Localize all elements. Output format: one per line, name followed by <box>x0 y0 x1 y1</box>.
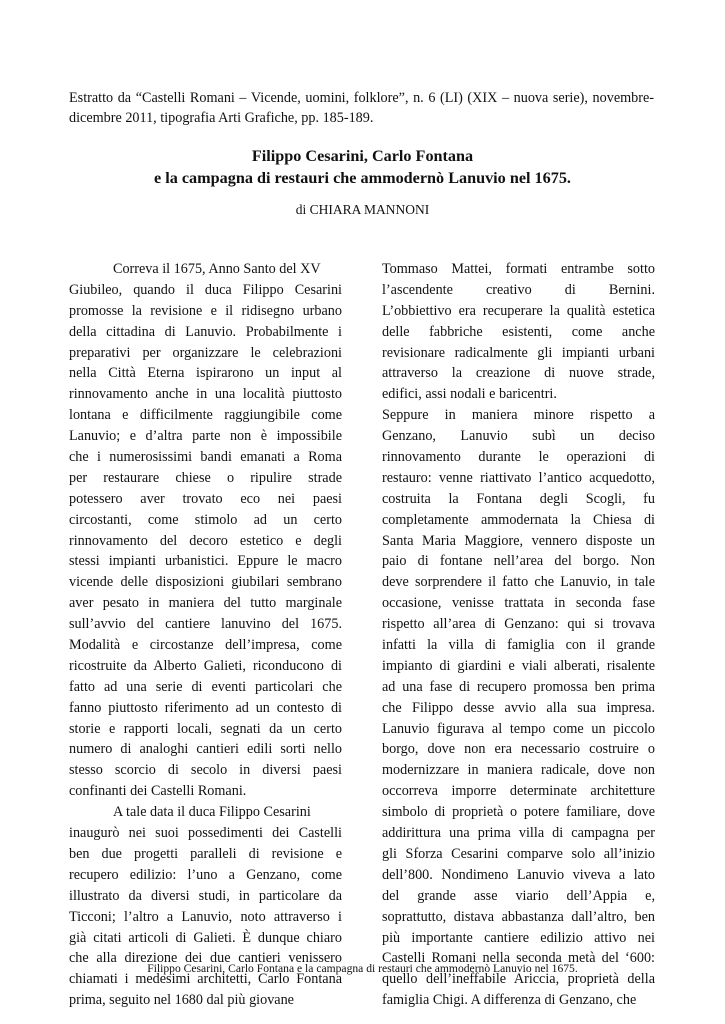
text-line: Giubileo, quando il duca Filippo Cesarini <box>69 281 342 298</box>
right-column <box>382 259 655 1011</box>
text-line: numero di analoghi cantieri edili sorti nello <box>69 741 342 758</box>
text-line: circostanti, come stimolo ad un certo <box>69 511 342 528</box>
text-line: aver pesato in maniera del tutto marginale <box>69 595 342 612</box>
text-line: A tale data il duca Filippo Cesarini <box>113 804 311 821</box>
text-line: rispetto all’area di Genzano: qui si trovava <box>382 616 655 633</box>
text-line: Modalità e circostanze dell’impresa, come <box>69 637 342 654</box>
text-line: nella Città Eterna ispirarono un input al <box>69 365 342 382</box>
text-line: occasione, venisse trattata in seconda fase <box>382 595 655 612</box>
text-line: paio di fontane nell’area del borgo. Non <box>382 553 655 570</box>
text-line: impianto di giardini e viali alberati, risalente <box>382 657 655 674</box>
text-line: della cittadina di Lanuvio. Probabilmente i <box>69 323 342 340</box>
text-line: rinnovamento del decoro estetico e degli <box>69 532 342 549</box>
text-line: promosse la revisione e il ridisegno urbano <box>69 302 342 319</box>
left-column <box>69 259 342 1011</box>
text-line: Correva il 1675, Anno Santo del XV <box>113 261 321 277</box>
extract-note: Estratto da “Castelli Romani – Vicende, uomini, folklore”, n. 6 (LI) (XIX – nuova serie), novembre-dicembre 2011, tipografia Arti Grafiche, pp. 185-189. <box>69 90 654 126</box>
text-line: restauro: venne riattivato l’antico acquedotto, <box>382 469 655 486</box>
text-line: famiglia Chigi. A differenza di Genzano, che <box>382 992 637 1009</box>
text-line: fanno piuttosto riferimento ad un contesto di <box>69 699 342 716</box>
text-line: illustrato da diversi studi, in particolare da <box>69 887 342 904</box>
text-line: Genzano, Lanuvio subì un deciso <box>382 428 655 445</box>
text-line: che i numerosissimi bandi emanati a Roma <box>69 449 342 466</box>
text-line: stessi impianti urbanistici. Eppure le macro <box>69 553 342 570</box>
author-byline: di CHIARA MANNONI <box>295 202 430 217</box>
text-line: Lanuvio figurava al tempo come un piccolo <box>382 720 655 737</box>
text-line: addirittura una prima villa di campagna per <box>382 825 655 842</box>
text-line: potessero aver trovato eco nei paesi <box>69 490 342 507</box>
text-line: del grande asse viario dell’Appia e, <box>382 887 655 904</box>
article-title-line-2: e la campagna di restauri che ammodernò Lanuvio nel 1675. <box>154 169 571 187</box>
text-line: Santa Maria Maggiore, vennero disposte un <box>382 532 655 549</box>
text-line: quello dell’ineffabile Ariccia, proprietà della <box>382 971 655 988</box>
text-line: Tommaso Mattei, formati entrambe sotto <box>382 261 655 277</box>
text-line: costruita la Fontana degli Scogli, fu <box>382 490 655 507</box>
text-line: gli Sforza Cesarini comparve solo all’inizio <box>382 845 655 862</box>
text-line: ben due progetti paralleli di revisione e <box>69 845 342 862</box>
text-line: edifici, assi nodali e baricentri. <box>382 386 557 403</box>
text-line: dell’800. Nondimeno Lanuvio viveva a lato <box>382 866 655 883</box>
text-line: storie e rapporti locali, segnati da un certo <box>69 720 342 737</box>
text-line: Seppure in maniera minore rispetto a <box>382 407 655 424</box>
text-line: rinnovamento anche in una località piuttosto <box>69 386 342 403</box>
text-line: borgo, dove non era necessario costruire o <box>382 741 655 758</box>
text-line: preparativi per organizzare le celebrazioni <box>69 344 342 361</box>
article-title-line-1: Filippo Cesarini, Carlo Fontana <box>251 147 474 165</box>
text-line: prima, seguito nel 1680 dal più giovane <box>69 992 294 1009</box>
text-line: attraverso la creazione di nuove strade, <box>382 365 655 382</box>
text-line: fatto ad una serie di eventi particolari che <box>69 678 342 695</box>
text-line: sull’avvio del cantiere lanuvino del 1675. <box>69 616 342 633</box>
text-line: lontana e difficilmente raggiungibile come <box>69 407 342 424</box>
text-line: occorreva imporre determinate architetture <box>382 783 655 800</box>
text-line: rinnovamento durante le operazioni di <box>382 449 655 466</box>
text-line: modernizzare in maniera radicale, dove non <box>382 762 655 779</box>
text-line: l’ascendente creativo di Bernini. <box>382 281 655 298</box>
text-line: già citati articoli di Galieti. È dunque chiaro <box>69 929 342 946</box>
text-line: che alla direzione dei due cantieri venissero <box>69 950 342 967</box>
text-line: delle fabbriche esistenti, come anche <box>382 323 655 340</box>
text-line: soprattutto, distava abbastanza dall’altro, ben <box>382 908 655 925</box>
text-line: infatti la villa di famiglia con il grande <box>382 637 655 654</box>
text-line: Castelli Romani nella seconda metà del ‘600: <box>382 950 655 967</box>
running-footer: Filippo Cesarini, Carlo Fontana e la campagna di restauri che ammodernò Lanuvio nel 1675. <box>147 962 578 975</box>
text-line: per restaurare chiese o ripulire strade <box>69 469 342 486</box>
text-line: chiamati i medesimi architetti, Carlo Fontana <box>69 971 342 988</box>
text-line: completamente ammodernata la Chiesa di <box>382 511 655 528</box>
text-line: revisionare radicalmente gli impianti urbani <box>382 344 655 361</box>
text-line: simbolo di proprietà o potere familiare, dove <box>382 804 655 821</box>
text-line: recupero edilizio: l’uno a Genzano, come <box>69 866 342 883</box>
text-line: vicende delle disposizioni giubilari sembrano <box>69 574 342 591</box>
text-line: inaugurò nei suoi possedimenti dei Castelli <box>69 825 342 842</box>
text-line: stesso scorcio di secolo in diversi paesi <box>69 762 342 779</box>
text-line: deve sorprendere il fatto che Lanuvio, in tale <box>382 574 655 591</box>
text-line: Lanuvio; e d’altra parte non è impossibile <box>69 428 342 445</box>
text-line: L’obbiettivo era recuperare la qualità estetica <box>382 302 655 319</box>
text-line: più importante cantiere edilizio attivo nei <box>382 929 655 946</box>
text-line: che Filippo desse avvio alla sua impresa. <box>382 699 655 716</box>
text-line: ad una fase di recupero promossa ben prima <box>382 678 655 695</box>
text-line: confinanti dei Castelli Romani. <box>69 783 247 800</box>
text-line: Ticconi; l’altro a Lanuvio, noto attraverso i <box>69 908 342 925</box>
text-line: ricostruite da Alberto Galieti, riconducono di <box>69 657 342 674</box>
